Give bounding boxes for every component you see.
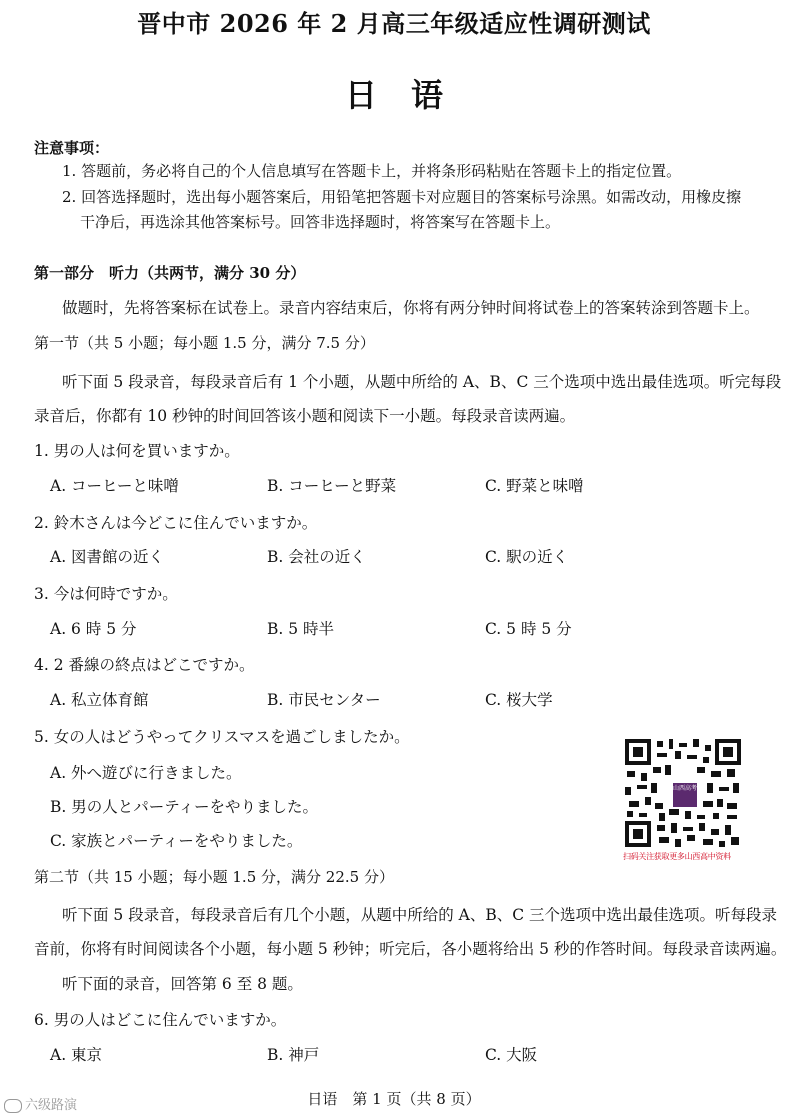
q5-option-a: A. 外へ遊びに行きました。	[50, 764, 242, 782]
q2-option-c: C. 駅の近く	[485, 548, 569, 566]
qr-code-image	[623, 737, 743, 849]
notice-item-2: 2. 回答选择题时，选出每小题答案后，用铅笔把答题卡对应题目的答案标号涂黑。如需改动，用橡皮擦	[62, 188, 742, 206]
question-2: 2. 鈴木さんは今どこに住んでいますか。	[34, 514, 318, 532]
q1-option-b: B. コーヒーと野菜	[267, 477, 397, 495]
qr-center-logo: 山西高考	[671, 781, 699, 809]
notice-heading: 注意事项：	[34, 139, 110, 157]
page-footer: 日语 第 1 页（共 8 页）	[307, 1090, 481, 1108]
q1-option-c: C. 野菜と味噌	[485, 477, 584, 495]
section1-heading: 第一节（共 5 小题；每小题 1.5 分，满分 7.5 分）	[34, 334, 375, 352]
q1-option-a: A. コーヒーと味噌	[50, 477, 179, 495]
question-4: 4. 2 番線の終点はどこですか。	[34, 656, 255, 674]
q4-option-c: C. 桜大学	[485, 691, 553, 709]
section2-instruction-line2: 音前，你将有时间阅读各个小题，每小题 5 秒钟；听完后，各小题将给出 5 秒的作答时间。每段录音读两遍。	[34, 940, 787, 958]
exam-title: 晋中市 2026 年 2 月高三年级适应性调研测试	[137, 9, 651, 38]
q5-option-c: C. 家族とパーティーをやりました。	[50, 832, 303, 850]
question-3: 3. 今は何時ですか。	[34, 585, 178, 603]
q6-option-a: A. 東京	[50, 1046, 103, 1064]
part1-intro: 做题时，先将答案标在试卷上。录音内容结束后，你将有两分钟时间将试卷上的答案转涂到答题卡上。	[62, 299, 760, 317]
q4-option-a: A. 私立体育館	[50, 691, 149, 709]
q6-option-b: B. 神戸	[267, 1046, 320, 1064]
section1-instruction-line2: 录音后，你都有 10 秒钟的时间回答该小题和阅读下一小题。每段录音读两遍。	[34, 407, 576, 425]
watermark-icon	[4, 1099, 22, 1113]
q3-option-c: C. 5 時 5 分	[485, 620, 572, 638]
q3-option-b: B. 5 時半	[267, 620, 335, 638]
watermark-text: 六级路演	[25, 1098, 78, 1113]
section2-heading: 第二节（共 15 小题；每小题 1.5 分，满分 22.5 分）	[34, 868, 394, 886]
question-5: 5. 女の人はどうやってクリスマスを過ごしましたか。	[34, 728, 410, 746]
notice-item-1: 1. 答题前，务必将自己的个人信息填写在答题卡上，并将条形码粘贴在答题卡上的指定位置。	[62, 162, 682, 180]
part1-heading: 第一部分 听力（共两节，满分 30 分）	[34, 264, 306, 282]
question-6: 6. 男の人はどこに住んでいますか。	[34, 1011, 287, 1029]
q4-option-b: B. 市民センター	[267, 691, 381, 709]
section2-instruction-line3: 听下面的录音，回答第 6 至 8 题。	[62, 975, 303, 993]
q2-option-b: B. 会社の近く	[267, 548, 366, 566]
q6-option-c: C. 大阪	[485, 1046, 538, 1064]
section1-instruction-line1: 听下面 5 段录音，每段录音后有 1 个小题，从题中所给的 A、B、C 三个选项中选出最佳选项。听完每段	[62, 373, 782, 391]
notice-item-2-cont: 干净后，再选涂其他答案标号。回答非选择题时，将答案写在答题卡上。	[80, 213, 561, 231]
q3-option-a: A. 6 時 5 分	[50, 620, 137, 638]
q2-option-a: A. 図書館の近く	[50, 548, 165, 566]
question-1: 1. 男の人は何を買いますか。	[34, 442, 240, 460]
qr-caption: 扫码关注获取更多山西高中资料	[623, 852, 731, 861]
subject-title: 日语	[344, 76, 477, 114]
watermark	[4, 1094, 77, 1113]
section2-instruction-line1: 听下面 5 段录音，每段录音后有几个小题，从题中所给的 A、B、C 三个选项中选出最佳选项。听每段录	[62, 906, 778, 924]
q5-option-b: B. 男の人とパーティーをやりました。	[50, 798, 319, 816]
